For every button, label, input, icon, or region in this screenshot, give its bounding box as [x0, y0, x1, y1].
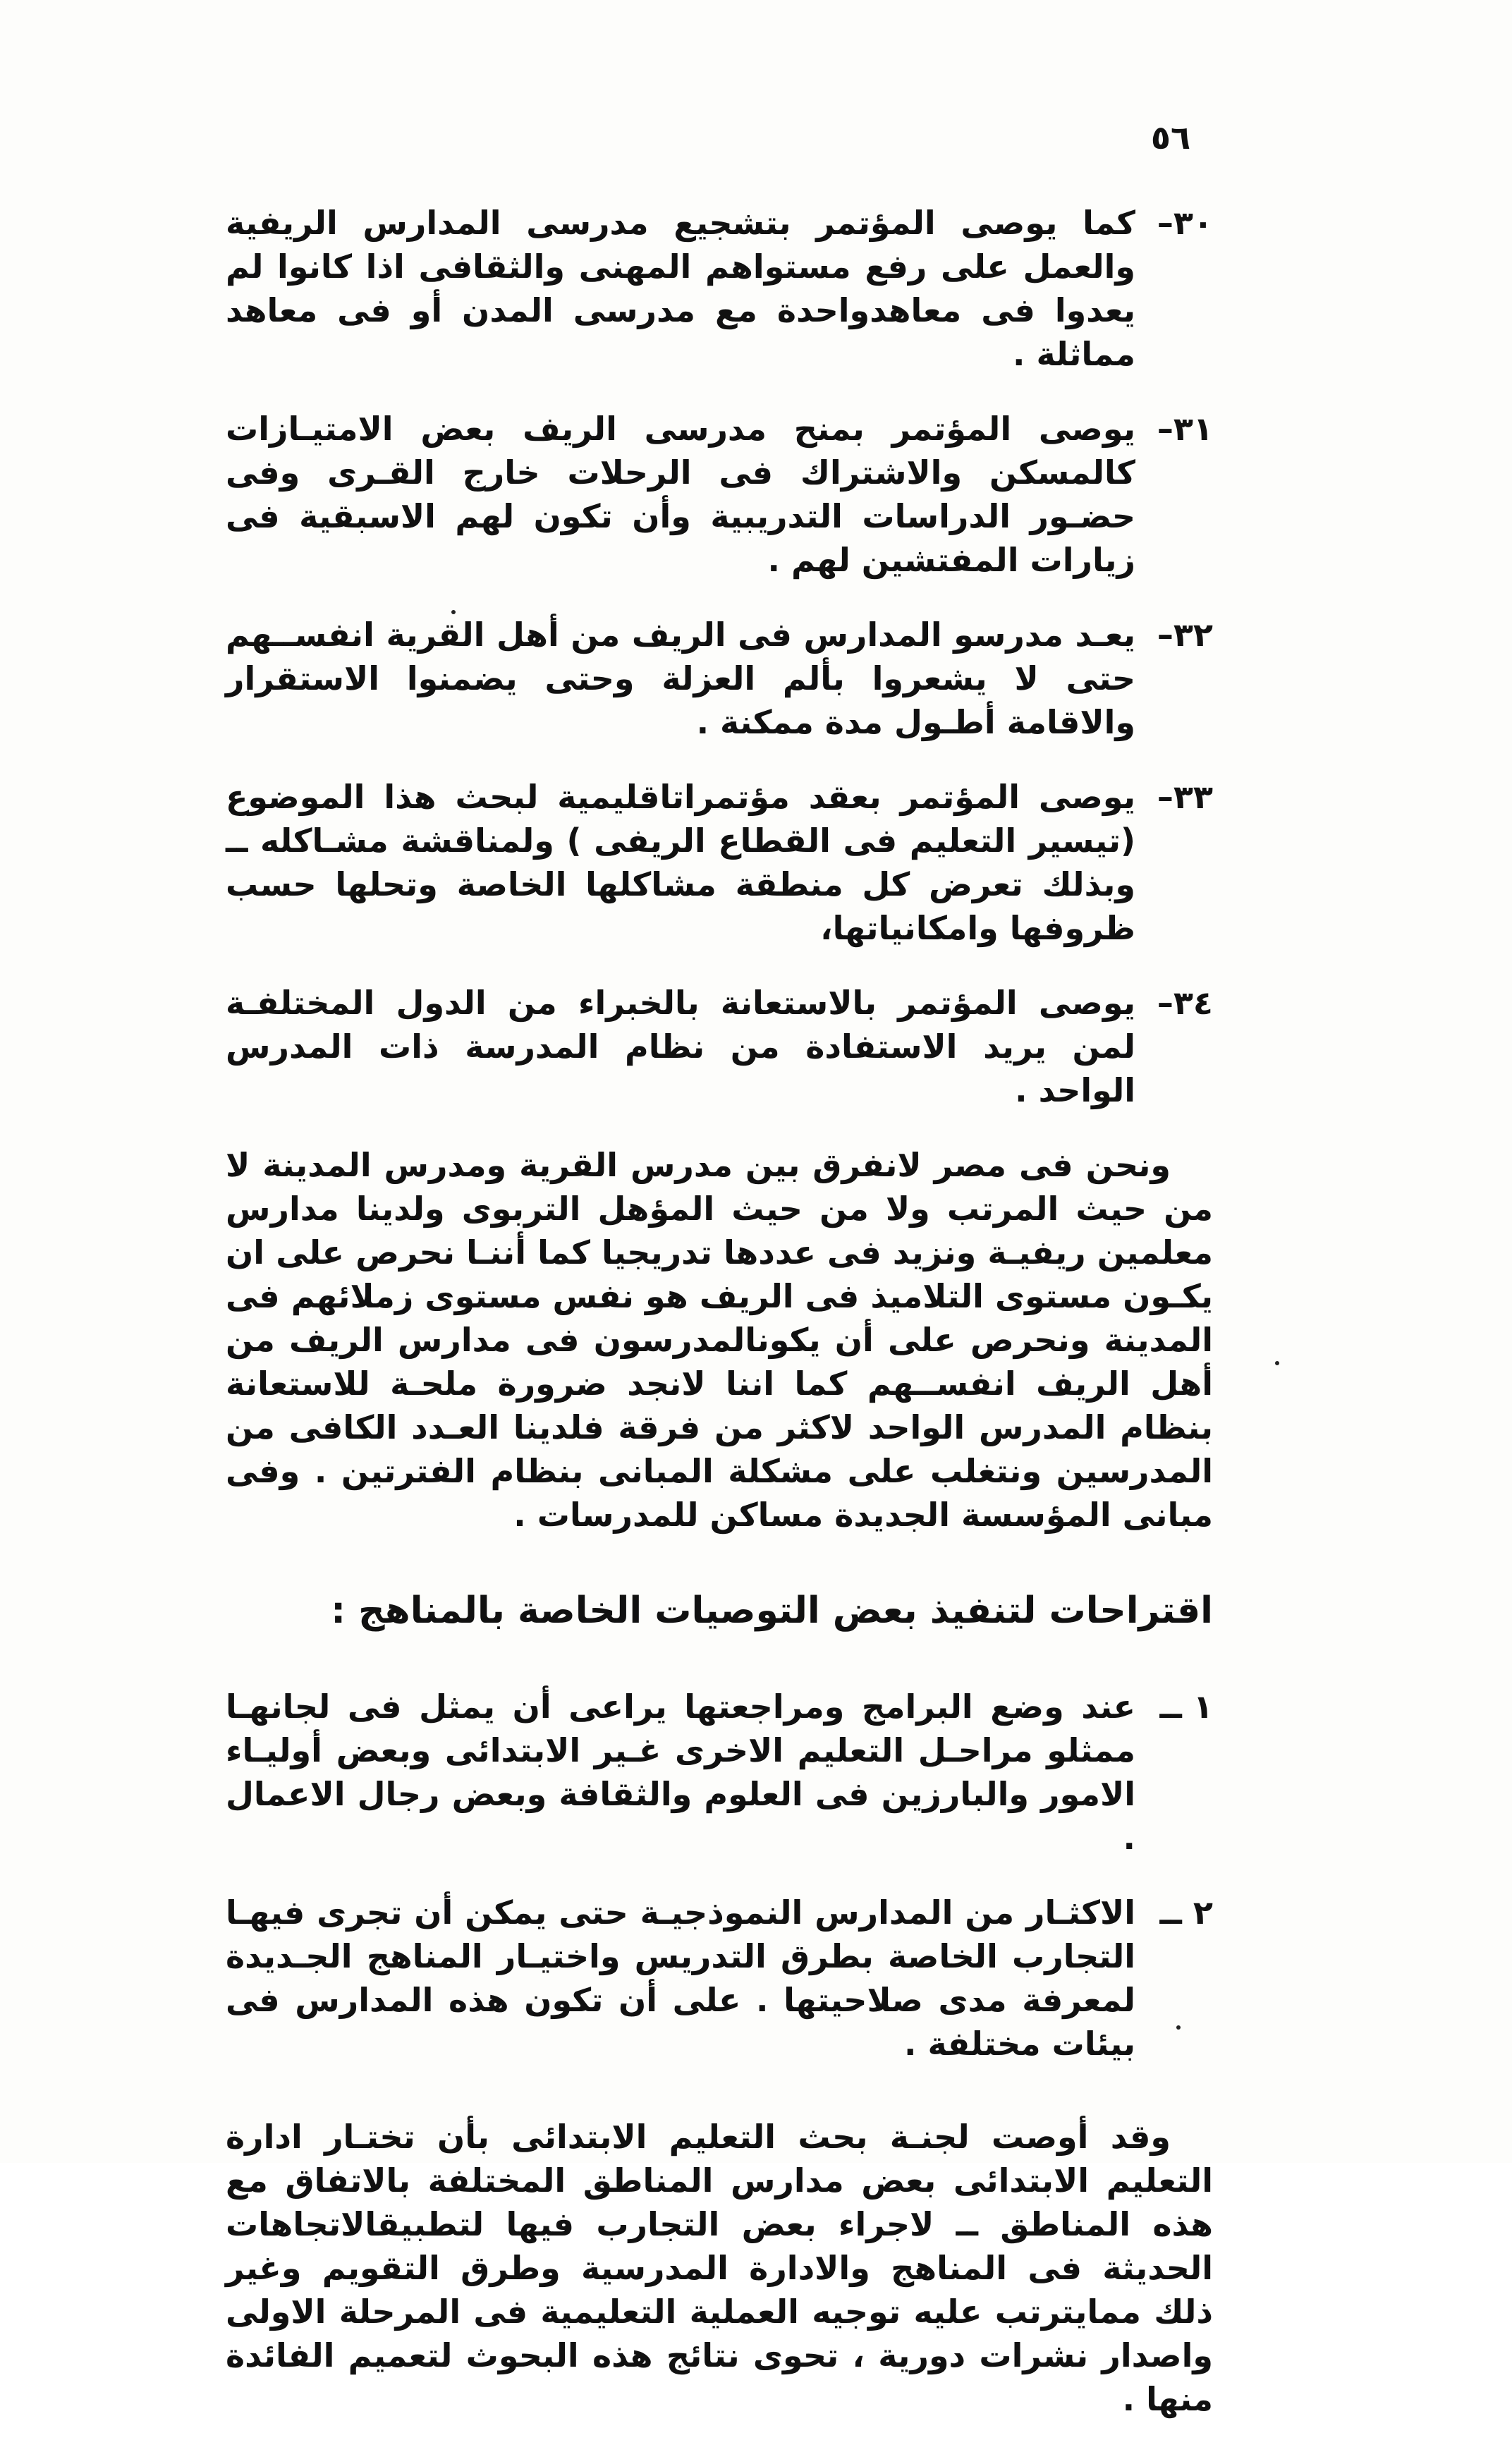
- recommendation-item: [226, 407, 1213, 582]
- recommendation-item: [226, 775, 1213, 950]
- recommendation-item: [226, 981, 1213, 1112]
- suggestion-text: الاكثـار من المدارس النموذجيـة حتى يمكن أن تجرى فيهـا التجارب الخاصة بطرق التدريس واختيـار المناهج الجـديدة لمعرفة مدى صلاحيتها . على أن تكون هذه المدارس فى بيئات مختلفة .: [226, 1893, 1135, 2063]
- page-number: ٥٦: [1150, 118, 1191, 157]
- suggestion-number: ١ ــ: [1159, 1688, 1213, 1726]
- recommendation-text: كما يوصى المؤتمر بتشجيع مدرسى المدارس الريفية والعمل على رفع مستواهم المهنى والثقافى اذا كانوا لم يعدوا فى معاهدواحدة مع مدرسى المدن أو فى معاهد مماثلة .: [226, 204, 1135, 373]
- scan-speck: [1176, 2025, 1181, 2030]
- document-body: [226, 201, 1213, 2452]
- recommendation-number: ٣٢–: [1157, 616, 1213, 654]
- recommendation-text: يعـد مدرسو المدارس فى الريف من أهل القرية انفســهم حتى لا يشعروا بألم العزلة وحتى يضمنوا الاستقرار والاقامة أطـول مدة ممكنة .: [226, 616, 1135, 741]
- scan-speck: [1275, 1361, 1279, 1365]
- recommendation-item: [226, 201, 1213, 376]
- recommendation-item: [226, 613, 1213, 744]
- recommendation-text: يوصى المؤتمر بمنح مدرسى الريف بعض الامتيـازات كالمسكن والاشتراك فى الرحلات خارج القـرى وفى حضـور الدراسات التدريبية وأن تكون لهم الاسبقية فى زيارات المفتشين لهم .: [226, 410, 1135, 579]
- suggestion-item: [226, 1685, 1213, 1860]
- suggestion-item: [226, 1891, 1213, 2066]
- recommendation-number: ٣٣–: [1157, 778, 1213, 816]
- section-heading: اقتراحات لتنفيذ بعض التوصيات الخاصة بالمناهج :: [331, 1590, 1213, 1632]
- body-paragraph: ونحن فى مصر لانفرق بين مدرس القرية ومدرس المدينة لا من حيث المرتب ولا من حيث المؤهل التربوى ولدينا مدارس معلمين ريفيـة ونزيد فى عددها تدريجيا كما أننـا نحرص على ان يكـون مستوى التلاميذ فى الريف هو نفس مستوى زملائهم فى المدينة ونحرص على أن يكونالمدرسون فى مدارس الريف من أهل الريف انفســهم كما اننا لانجد ضرورة ملحـة للاستعانة بنظام المدرس الواحد لاكثر من فرقة فلدينا العـدد الكافى من المدرسين ونتغلب على مشكلة المبانى بنظام الفترتين . وفى مبانى المؤسسة الجديدة مساكن للمدرسات .: [226, 1146, 1213, 1534]
- suggestion-number: ٢ ــ: [1159, 1893, 1213, 1932]
- recommendation-number: ٣٤–: [1157, 984, 1213, 1022]
- recommendation-number: ٣١–: [1157, 410, 1213, 448]
- body-paragraph: وقد أوصت لجنـة بحث التعليم الابتدائى بأن تختـار ادارة التعليم الابتدائى بعض مدارس المناطق المختلفة بالاتفاق مع هذه المناطق ــ لاجراء بعض التجارب فيها لتطبيقالاتجاهات الحديثة فى المناهج والادارة المدرسية وطرق التقويم وغير ذلك ممايترتب عليه توجيه العملية التعليمية فى المرحلة الاولى واصدار نشرات دورية ، تحوى نتائج هذه البحوث لتعميم الفائدة منها .: [226, 2118, 1213, 2418]
- recommendation-text: يوصى المؤتمر بالاستعانة بالخبراء من الدول المختلفـة لمن يريد الاستفادة من نظام المدرسة ذات المدرس الواحد .: [226, 984, 1135, 1109]
- recommendation-text: يوصى المؤتمر بعقد مؤتمراتاقليمية لبحث هذا الموضوع (تيسير التعليم فى القطاع الريفى ) ولمناقشة مشـاكله ــ وبذلك تعرض كل منطقة مشاكلها الخاصة وتحلها حسب ظروفها وامكانياتها،: [226, 778, 1135, 947]
- scan-speck: [451, 610, 456, 614]
- suggestion-text: عند وضع البرامج ومراجعتها يراعى أن يمثل فى لجانهـا ممثلو مراحـل التعليم الاخرى غـير الابتدائى وبعض أوليـاء الامور والبارزين فى العلوم والثقافة وبعض رجال الاعمال .: [226, 1688, 1135, 1857]
- recommendation-number: ٣٠–: [1157, 204, 1213, 242]
